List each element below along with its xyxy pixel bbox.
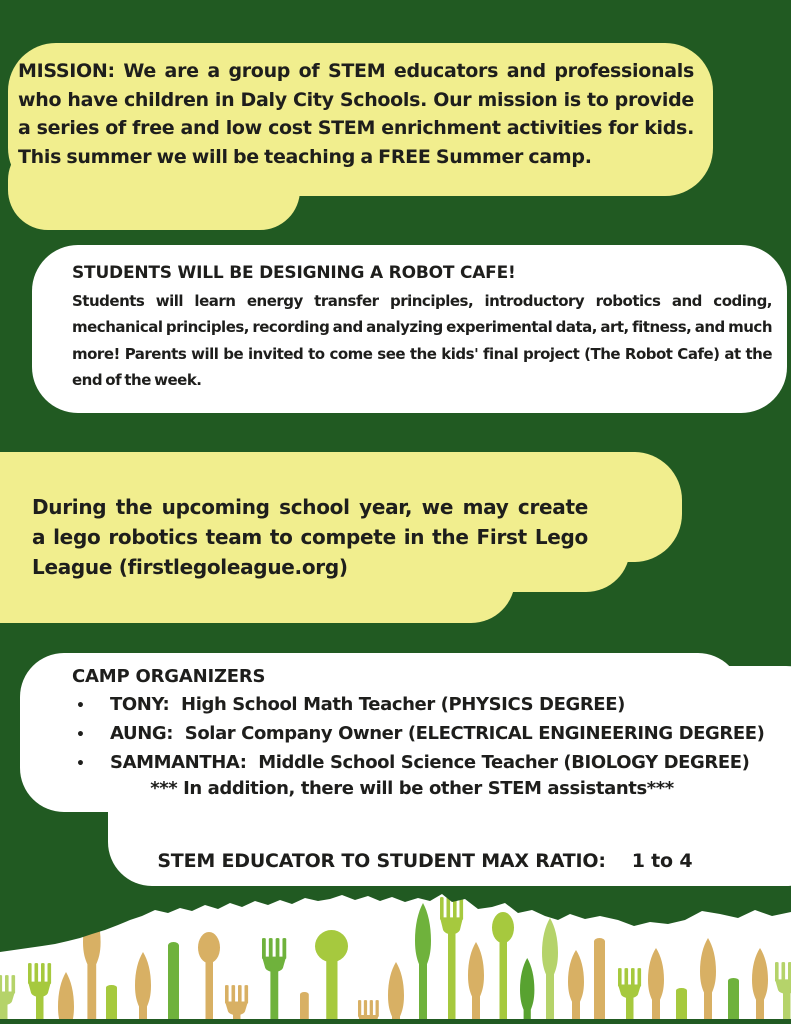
list-item xyxy=(72,691,784,720)
robot-cafe-heading: STUDENTS WILL BE DESIGNING A ROBOT CAFE! xyxy=(72,263,516,283)
bottom-edge-strip xyxy=(0,1019,791,1024)
list-item xyxy=(72,720,784,749)
ratio-value: 1 to 4 xyxy=(631,850,693,872)
lego-text: During the upcoming school year, we may create a lego robotics team to compete in the First Lego League (firstlegoleague.org) xyxy=(32,495,588,579)
robot-cafe-body: Students will learn energy transfer principles, introductory robotics and coding, mechanical principles, recording and analyzing experimental data, art, fitness, and much more! Parents will be invited to come see the kids' final project (The Robot Cafe) at the end of the week. xyxy=(72,292,772,389)
organizer-sammantha: SAMMANTHA: Middle School Science Teacher (BIOLOGY DEGREE) xyxy=(110,752,750,773)
bullet-icon: • xyxy=(76,756,85,772)
organizers-heading: CAMP ORGANIZERS xyxy=(72,666,266,687)
ratio-line xyxy=(50,828,774,894)
list-item xyxy=(72,749,784,778)
organizers-list xyxy=(72,691,784,778)
cutlery-band-illustration xyxy=(0,886,791,1024)
mission-text: MISSION: We are a group of STEM educators and professionals who have children in Daly City Schools. Our mission is to provide a series of free and low cost STEM enrichment activities for kids. This summer we will be teaching a FREE Summer camp. xyxy=(18,60,694,168)
bullet-icon: • xyxy=(76,698,85,714)
organizer-aung: AUNG: Solar Company Owner (ELECTRICAL ENGINEERING DEGREE) xyxy=(110,723,765,744)
assistants-note: *** In addition, there will be other STEM assistants*** xyxy=(150,778,674,799)
organizer-tony: TONY: High School Math Teacher (PHYSICS DEGREE) xyxy=(110,694,625,715)
ratio-label: STEM EDUCATOR TO STUDENT MAX RATIO: xyxy=(157,850,606,872)
bullet-icon: • xyxy=(76,727,85,743)
